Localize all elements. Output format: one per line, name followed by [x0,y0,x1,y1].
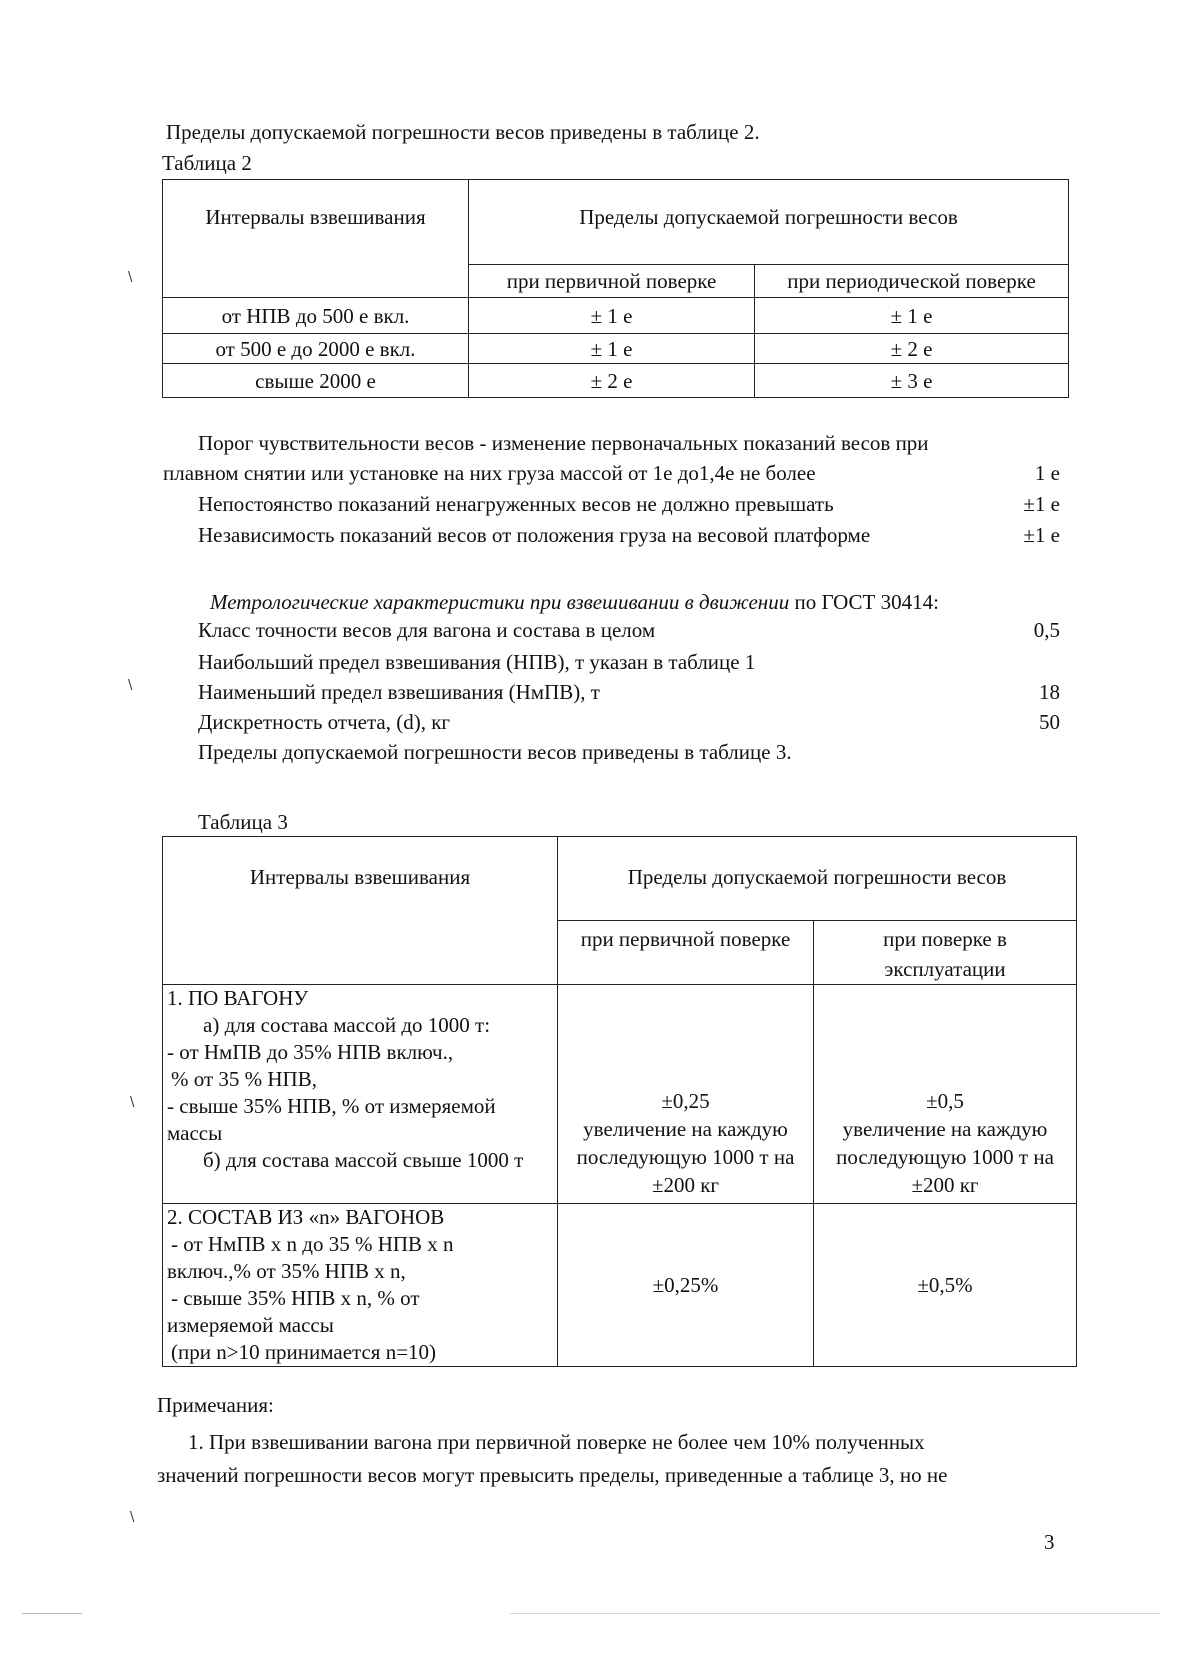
t3-row2-line: измеряемой массы [167,1313,334,1337]
t2-header-primary: при первичной поверке [469,265,755,298]
independence-value: ±1 е [1023,523,1060,547]
t2-cell-primary: ± 1 е [469,298,755,334]
t3-header-operation-line2: эксплуатации [884,957,1006,981]
table-row [163,985,1077,1204]
t2-header-intervals: Интервалы взвешивания [163,180,469,298]
page-number: 3 [1044,1530,1055,1554]
t3-row2-primary: ±0,25% [558,1204,814,1367]
t2-cell-periodic: ± 3 е [755,364,1069,398]
threshold-line-1: Порог чувствительности весов - изменение первоначальных показаний весов при [198,431,929,455]
t3-header-limits: Пределы допускаемой погрешности весов [558,837,1077,921]
t3-row1-line: % от 35 % НПВ, [171,1067,317,1091]
t3-row1-operation-note: ±200 кг [911,1173,979,1197]
table3-caption: Таблица 3 [198,810,288,834]
dynamic-specs-heading [210,587,939,617]
spec-label-max-capacity: Наибольший предел взвешивания (НПВ), т указан в таблице 1 [198,650,756,674]
t3-row1-operation-note: последующую 1000 т на [836,1145,1054,1169]
table-row [163,334,1069,364]
spec-value-min-capacity: 18 [1039,680,1060,704]
t3-row1-primary [558,985,814,1204]
dynamic-heading-italic: Метрологические характеристики при взвешивании в движении [210,590,790,614]
spec-value-accuracy-class: 0,5 [1033,618,1060,642]
t3-row1-line: - свыше 35% НПВ, % от измеряемой [167,1094,496,1118]
t3-row1-line: - от НмПВ до 35% НПВ включ., [167,1040,454,1064]
t2-cell-primary: ± 1 е [469,334,755,364]
note-1-line-1: 1. При взвешивании вагона при первичной поверке не более чем 10% полученных [188,1430,925,1454]
t3-row1-line: а) для состава массой до 1000 т: [203,1013,491,1037]
instability-label: Непостоянство показаний ненагруженных весов не должно превышать [198,492,834,516]
scan-mark: \ [130,1095,135,1110]
t3-row1-line: массы [167,1121,223,1145]
t3-row2-operation: ±0,5% [814,1204,1077,1367]
table-row [163,1204,1077,1367]
t3-row1-operation-note: увеличение на каждую [842,1117,1048,1141]
table2-caption: Таблица 2 [162,151,252,175]
table-3 [162,836,1077,1367]
t3-row1-operation [814,985,1077,1204]
t2-cell-interval: от НПВ до 500 е вкл. [163,298,469,334]
table3-reference: Пределы допускаемой погрешности весов приведены в таблице 3. [198,740,792,764]
t3-row1-line: 1. ПО ВАГОНУ [167,986,309,1010]
t3-row2-line: - свыше 35% НПВ х n, % от [171,1286,420,1310]
independence-label: Независимость показаний весов от положения груза на весовой платформе [198,523,871,547]
t3-header-operation [814,921,1077,985]
spec-value-discreteness: 50 [1039,710,1060,734]
t3-row1-primary-note: ±200 кг [651,1173,720,1197]
threshold-line-2: плавном снятии или установке на них груза массой от 1е до1,4е не более [163,461,816,485]
t3-row2-line: 2. СОСТАВ ИЗ «n» ВАГОНОВ [167,1205,445,1229]
t3-row1-line: б) для состава массой свыше 1000 т [203,1148,524,1172]
t2-cell-periodic: ± 2 е [755,334,1069,364]
scan-mark: \ [128,678,133,693]
intro-text: Пределы допускаемой погрешности весов приведены в таблице 2. [166,120,760,144]
t2-cell-periodic: ± 1 е [755,298,1069,334]
scan-artifact-line [510,1613,1160,1614]
t3-row1-operation-value: ±0,5 [926,1089,964,1113]
dynamic-heading-standard: по ГОСТ 30414: [789,590,939,614]
t2-header-periodic: при периодической поверке [755,265,1069,298]
t3-row1-primary-value: ±0,25 [661,1089,710,1113]
instability-value: ±1 е [1023,492,1060,516]
spec-label-min-capacity: Наименьший предел взвешивания (НмПВ), т [198,680,600,704]
t3-row2-intervals [163,1204,558,1367]
t2-cell-interval: свыше 2000 е [163,364,469,398]
t3-row1-intervals [163,985,558,1204]
t3-header-operation-line1: при поверке в [883,927,1007,951]
scan-mark: \ [130,1510,135,1525]
table-2 [162,179,1069,398]
t2-header-limits: Пределы допускаемой погрешности весов [469,180,1069,265]
t3-header-primary: при первичной поверке [558,921,814,985]
t3-row1-primary-note: последующую 1000 т на [576,1145,795,1169]
t3-row2-line: включ.,% от 35% НПВ х n, [167,1259,406,1283]
spec-label-discreteness: Дискретность отчета, (d), кг [198,710,451,734]
scan-mark: \ [128,270,133,285]
table-row [163,298,1069,334]
t2-cell-primary: ± 2 е [469,364,755,398]
t3-row2-line: (при n>10 принимается n=10) [171,1340,437,1364]
t2-cell-interval: от 500 е до 2000 е вкл. [163,334,469,364]
threshold-value: 1 е [1034,461,1060,485]
table-row [163,364,1069,398]
t3-header-intervals: Интервалы взвешивания [163,837,558,985]
scan-artifact-line [22,1613,82,1614]
t3-row2-line: - от НмПВ х n до 35 % НПВ х n [171,1232,454,1256]
spec-label-accuracy-class: Класс точности весов для вагона и состава в целом [198,618,656,642]
note-1-line-2: значений погрешности весов могут превысить пределы, приведенные а таблице 3, но не [157,1463,948,1487]
notes-title: Примечания: [157,1393,274,1417]
t3-row1-primary-note: увеличение на каждую [583,1117,788,1141]
